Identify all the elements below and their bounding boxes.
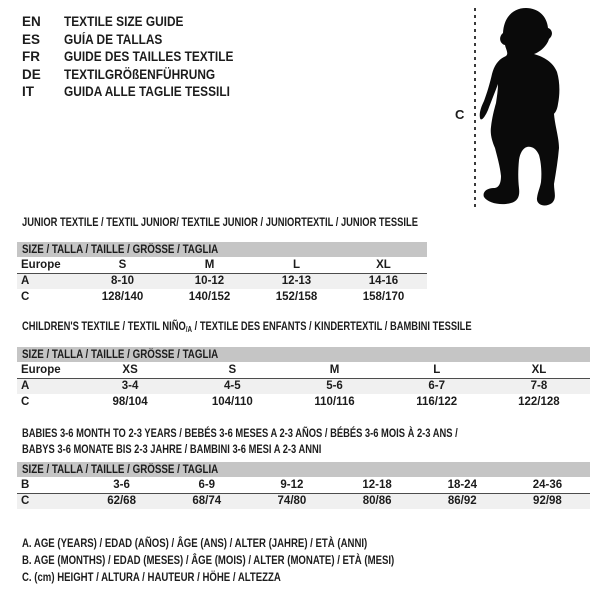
height-cell: 92/98 [533,495,562,508]
language-row-fr [22,48,257,66]
height-cell: 62/68 [107,495,136,508]
row-label: C [21,395,30,408]
height-measure-dotted-line [474,8,476,209]
height-cell: 128/140 [101,290,144,303]
height-cell: 152/158 [275,290,318,303]
size-header-label: SIZE / TALLA / TAILLE / GRÖSSE / TAGLIA [22,348,219,361]
age-cell: 3-4 [121,380,139,393]
row-label: C [21,290,30,303]
language-code: DE [22,66,41,82]
title-subscript: /A [185,325,193,334]
height-cell: 140/152 [188,290,231,303]
row-label: Europe [21,258,61,271]
babies-size-table [17,462,590,509]
language-title: GUÍA DE TALLAS [64,31,163,47]
height-cell: 86/92 [447,495,477,508]
age-cell: 5-6 [326,380,343,393]
language-row-it [22,83,257,101]
language-title: TEXTILE SIZE GUIDE [64,14,184,30]
note-age-years: A. AGE (YEARS) / EDAD (AÑOS) / ÂGE (ANS) / ALTER (JAHRE) / ETÀ (ANNI) [22,536,368,550]
size-cell: XL [531,363,547,376]
size-cell: XL [376,258,391,271]
age-cell: 12-13 [281,275,312,288]
size-cell: L [433,363,441,376]
age-cell: 14-16 [368,275,399,288]
height-cell: 74/80 [277,495,307,508]
children-size-table [17,347,590,410]
size-cell: L [292,258,301,271]
language-code: ES [22,31,41,47]
language-title: TEXTILGRÖßENFÜHRUNG [64,66,216,82]
language-title: GUIDE DES TAILLES TEXTILE [64,49,234,65]
legend-notes [22,536,487,587]
table-row-age [17,379,590,395]
size-header-label: SIZE / TALLA / TAILLE / GRÖSSE / TAGLIA [22,243,219,256]
table-row-height [17,394,590,410]
height-cell: 104/110 [211,395,253,408]
baby-silhouette-icon [479,0,599,214]
size-header-label: SIZE / TALLA / TAILLE / GRÖSSE / TAGLIA [22,463,219,476]
size-cell: XS [122,363,138,376]
size-cell: M [329,363,340,376]
row-label: A [21,380,30,393]
note-age-months: B. AGE (MONTHS) / EDAD (MESES) / ÂGE (MOIS) / ALTER (MONATE) / ETÀ (MESI) [22,553,395,567]
language-row-es [22,31,257,49]
size-cell: M [204,258,215,271]
height-cell: 68/74 [192,495,222,508]
height-cell: 110/116 [314,395,355,408]
age-cell: 10-12 [194,275,225,288]
row-label: B [21,478,30,491]
children-section-title: CHILDREN'S TEXTILE / TEXTIL $NIÑO_{/A}$ / TEXTILE DES ENFANTS / KINDERTEXTIL / BAMBINI TESSILE [22,319,472,334]
language-row-de [22,66,257,84]
age-cell: 7-8 [530,380,548,393]
age-cell: 8-10 [110,275,135,288]
months-cell: 6-9 [198,478,216,491]
height-cell: 122/128 [518,395,560,408]
language-code: FR [22,49,40,65]
table-header-bar [17,347,590,362]
months-cell: 9-12 [280,478,304,491]
row-label: Europe [21,363,61,376]
language-code: IT [22,84,34,100]
months-cell: 12-18 [362,478,392,491]
age-cell: 6-7 [428,380,446,393]
row-label: C [21,495,30,508]
table-row-height [17,494,590,510]
table-row-months [17,477,590,494]
language-title: GUIDA ALLE TAGLIE TESSILI [64,84,230,100]
months-cell: 24-36 [532,478,563,491]
age-cell: 4-5 [223,380,241,393]
height-cell: 98/104 [112,395,148,408]
language-list [22,13,257,101]
height-cell: 80/86 [362,495,392,508]
months-cell: 18-24 [447,478,477,491]
junior-size-table [17,242,427,305]
height-cell: 158/170 [362,290,405,303]
height-cell: 116/122 [416,395,458,408]
language-row-en [22,13,257,31]
junior-section-title: JUNIOR TEXTILE / TEXTIL JUNIOR/ TEXTILE JUNIOR / JUNIORTEXTIL / JUNIOR TESSILE [22,215,418,229]
note-height-cm: C. (cm) HEIGHT / ALTURA / HAUTEUR / HÖHE / ALTEZZA [22,570,281,584]
size-cell: S [118,258,127,271]
babies-section-title: BABIES 3-6 MONTH TO 2-3 YEARS / BEBÉS 3-6 MESES A 2-3 AÑOS / BÉBÉS 3-6 MOIS À 2-3 ANS / BABYS 3-6 MONATE BIS 2-3 JAHRE / BAMBINI 3-6 MESI A 2-3 ANNI [22,426,458,456]
row-label: A [21,275,30,288]
language-code: EN [22,14,41,30]
table-header-bar [17,462,590,477]
months-cell: 3-6 [113,478,130,491]
table-row-height [17,289,427,305]
table-row-europe [17,362,590,379]
table-row-europe [17,257,427,274]
table-row-age [17,274,427,290]
height-measure-label: C [455,107,465,122]
table-header-bar [17,242,427,257]
size-cell: S [228,363,237,376]
